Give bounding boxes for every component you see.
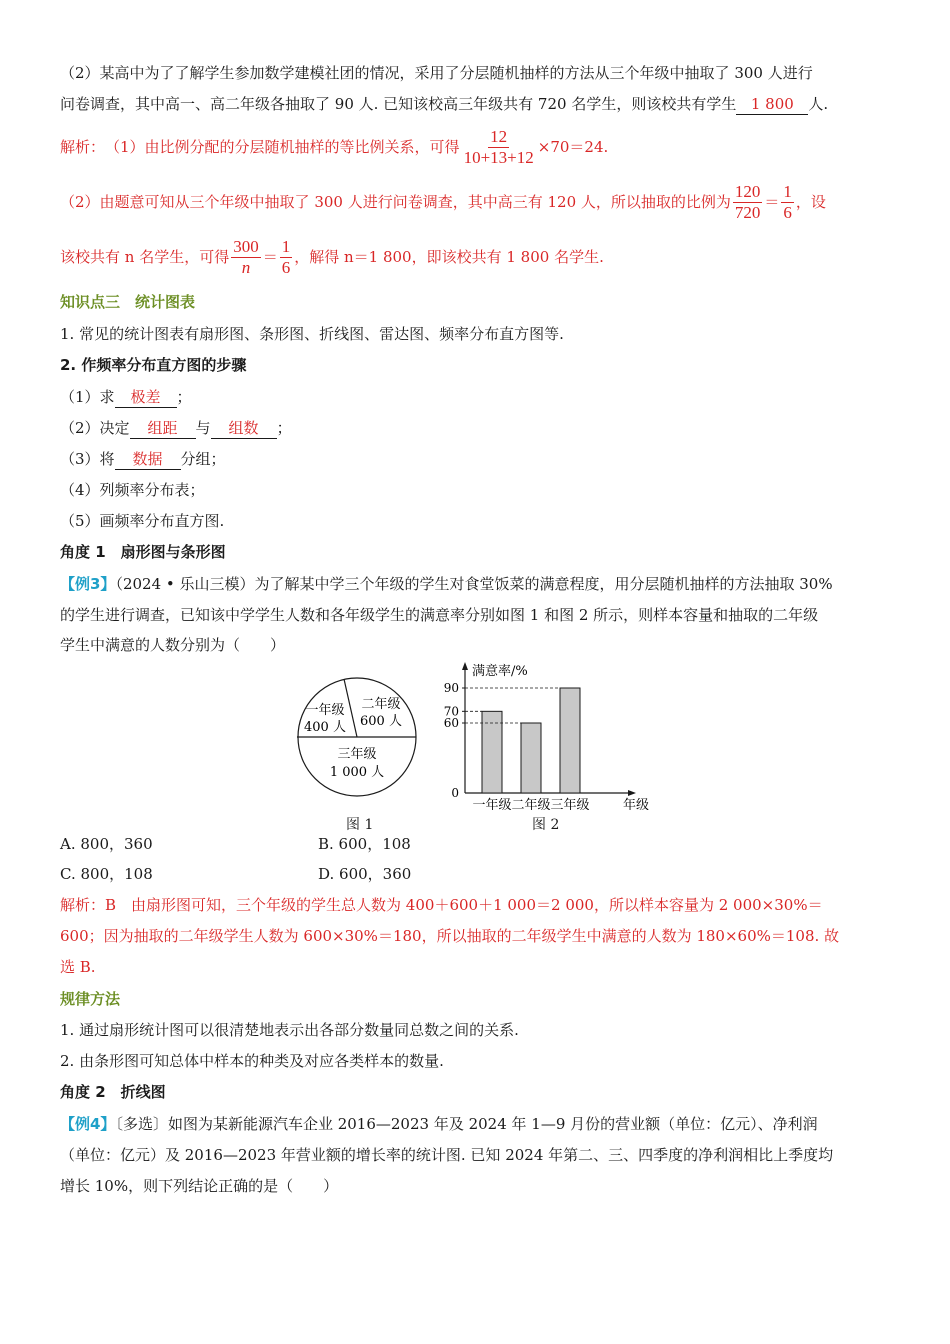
option-c[interactable]: C. 800，108 xyxy=(60,865,153,883)
y-tick-label-90: 90 xyxy=(443,681,459,695)
method-heading: 规律方法 xyxy=(60,990,121,1008)
example-3-line-3: 学生中满意的人数分别为（ ） xyxy=(60,636,286,654)
x-tick-label-3: 三年级 xyxy=(550,798,590,810)
bars-group xyxy=(444,681,649,810)
bar-chart-figure-2 xyxy=(440,660,660,810)
kp3-item-1: 1. 常见的统计图表有扇形图、条形图、折线图、雷达图、频率分布直方图等. xyxy=(60,325,564,343)
y-axis-label: 满意率/% xyxy=(472,664,528,679)
blank-group-width: 组距 xyxy=(130,418,196,439)
fraction-12-over-sum: $\frac{12}{10+13+12}$ xyxy=(463,126,534,167)
blank-data: 数据 xyxy=(115,449,181,470)
solution-1: 解析： （1）由比例分配的分层随机抽样的等比例关系，可得 $\frac{12}{10+13+12}$ ×70＝24. xyxy=(60,126,609,167)
answer-blank-total-students: 1 800 xyxy=(736,94,808,115)
example-4-line-2: （单位：亿元）及 2016—2023 年营业额的增长率的统计图. 已知 2024 年第二、三、四季度的净利润相比上季度均 xyxy=(60,1146,834,1164)
option-d[interactable]: D. 600，360 xyxy=(318,865,412,883)
x-axis-arrow xyxy=(628,790,636,796)
pie-label-grade-1: 一年级 xyxy=(305,703,345,718)
method-item-1: 1. 通过扇形统计图可以很清楚地表示出各部分数量同总数之间的关系. xyxy=(60,1021,519,1039)
pie-count-grade-1: 400 人 xyxy=(304,720,346,735)
example-4-line-1: 【例4】〔多选〕如图为某新能源汽车企业 2016—2023 年及 2024 年 1—9 月份的营业额（单位：亿元）、净利润 xyxy=(60,1115,818,1133)
fraction-300-over-n: $\frac{300}{n}$ xyxy=(233,236,259,277)
step-2: （2）决定 组距 与 组数 ； xyxy=(60,419,292,437)
solution-2-line-1: （2）由题意可知从三个年级中抽取了 300 人进行问卷调查，其中高三有 120 人，所以抽取的比例为 $\frac{120}{720}$ ＝ $\frac{1}{6}$ ，设 xyxy=(60,181,826,222)
kp3-item-2: 2. 作频率分布直方图的步骤 xyxy=(60,356,247,374)
fraction-1-over-6: $\frac{1}{6}$ xyxy=(783,181,792,222)
y-tick-label-0: 0 xyxy=(451,786,459,800)
figure-1-caption: 图 1 xyxy=(346,817,374,833)
solution-2-line-2: 该校共有 n 名学生，可得 $\frac{300}{n}$ ＝ $\frac{1}{6}$ ，解得 n＝1 800，即该校共有 1 800 名学生. xyxy=(60,236,604,277)
pie-count-grade-3: 1 000 人 xyxy=(329,765,385,780)
angle-2-heading: 角度 2 折线图 xyxy=(60,1083,166,1101)
x-tick-label-1: 一年级 xyxy=(472,798,512,810)
angle-1-heading: 角度 1 扇形图与条形图 xyxy=(60,543,226,561)
solution-3-line-2: 600；因为抽取的二年级学生人数为 600×30%＝180，所以抽取的二年级学生中满意的人数为 180×60%＝108. 故 xyxy=(60,927,840,945)
pie-chart-figure-1 xyxy=(295,668,425,813)
step-3: （3）将 数据 分组； xyxy=(60,450,226,468)
pie-label-grade-2: 二年级 xyxy=(361,697,401,712)
example-3-line-1: 【例3】（2024 • 乐山三模）为了解某中学三个年级的学生对食堂饭菜的满意程度，用分层随机抽样的方法抽取 30% xyxy=(60,575,833,593)
y-tick-label-70: 70 xyxy=(443,704,459,719)
y-axis-arrow xyxy=(462,662,468,670)
x-axis-label: 年级 xyxy=(622,798,650,810)
method-item-2: 2. 由条形图可知总体中样本的种类及对应各类样本的数量. xyxy=(60,1052,444,1070)
example-3-line-2: 的学生进行调查，已知该中学学生人数和各年级学生的满意率分别如图 1 和图 2 所示，则样本容量和抽取的二年级 xyxy=(60,606,819,624)
option-a[interactable]: A. 800，360 xyxy=(60,835,153,853)
fraction-120-over-720: $\frac{120}{720}$ xyxy=(734,181,761,222)
pie-label-grade-3: 三年级 xyxy=(337,747,377,762)
solution-3-line-1: 解析：B 由扇形图可知，三个年级的学生总人数为 400＋600＋1 000＝2 000，所以样本容量为 2 000×30%＝ xyxy=(60,896,823,914)
step-4: （4）列频率分布表； xyxy=(60,481,205,499)
x-tick-label-2: 二年级 xyxy=(511,798,551,810)
problem-2-line-1: （2）某高中为了了解学生参加数学建模社团的情况，采用了分层随机抽样的方法从三个年级中抽取了 300 人进行 xyxy=(60,64,813,82)
blank-group-count: 组数 xyxy=(211,418,277,439)
step-5: （5）画频率分布直方图. xyxy=(60,512,225,530)
example-tag: 【例4】 xyxy=(60,1115,116,1133)
bar-1 xyxy=(482,711,502,793)
problem-2-line-2: 问卷调查，其中高一、高二年级各抽取了 90 人. 已知该校高三年级共有 720 名学生，则该校共有学生 1 800 人. xyxy=(60,95,829,113)
fraction-1-over-6-b: $\frac{1}{6}$ xyxy=(281,236,291,277)
bar-2 xyxy=(521,723,541,793)
example-tag: 【例3】 xyxy=(60,575,116,593)
solution-3-line-3: 选 B. xyxy=(60,958,96,976)
section-heading-kp3: 知识点三 统计图表 xyxy=(60,293,196,311)
option-b[interactable]: B. 600，108 xyxy=(318,835,411,853)
pie-count-grade-2: 600 人 xyxy=(360,714,402,729)
blank-range: 极差 xyxy=(115,387,177,408)
example-4-line-3: 增长 10%，则下列结论正确的是（ ） xyxy=(60,1177,339,1195)
bar-3 xyxy=(560,688,580,793)
solution-label: 解析： xyxy=(60,138,106,156)
step-1: （1）求 极差 ； xyxy=(60,388,192,406)
y-tick-label-60: 60 xyxy=(443,716,459,730)
figure-2-caption: 图 2 xyxy=(532,817,560,833)
